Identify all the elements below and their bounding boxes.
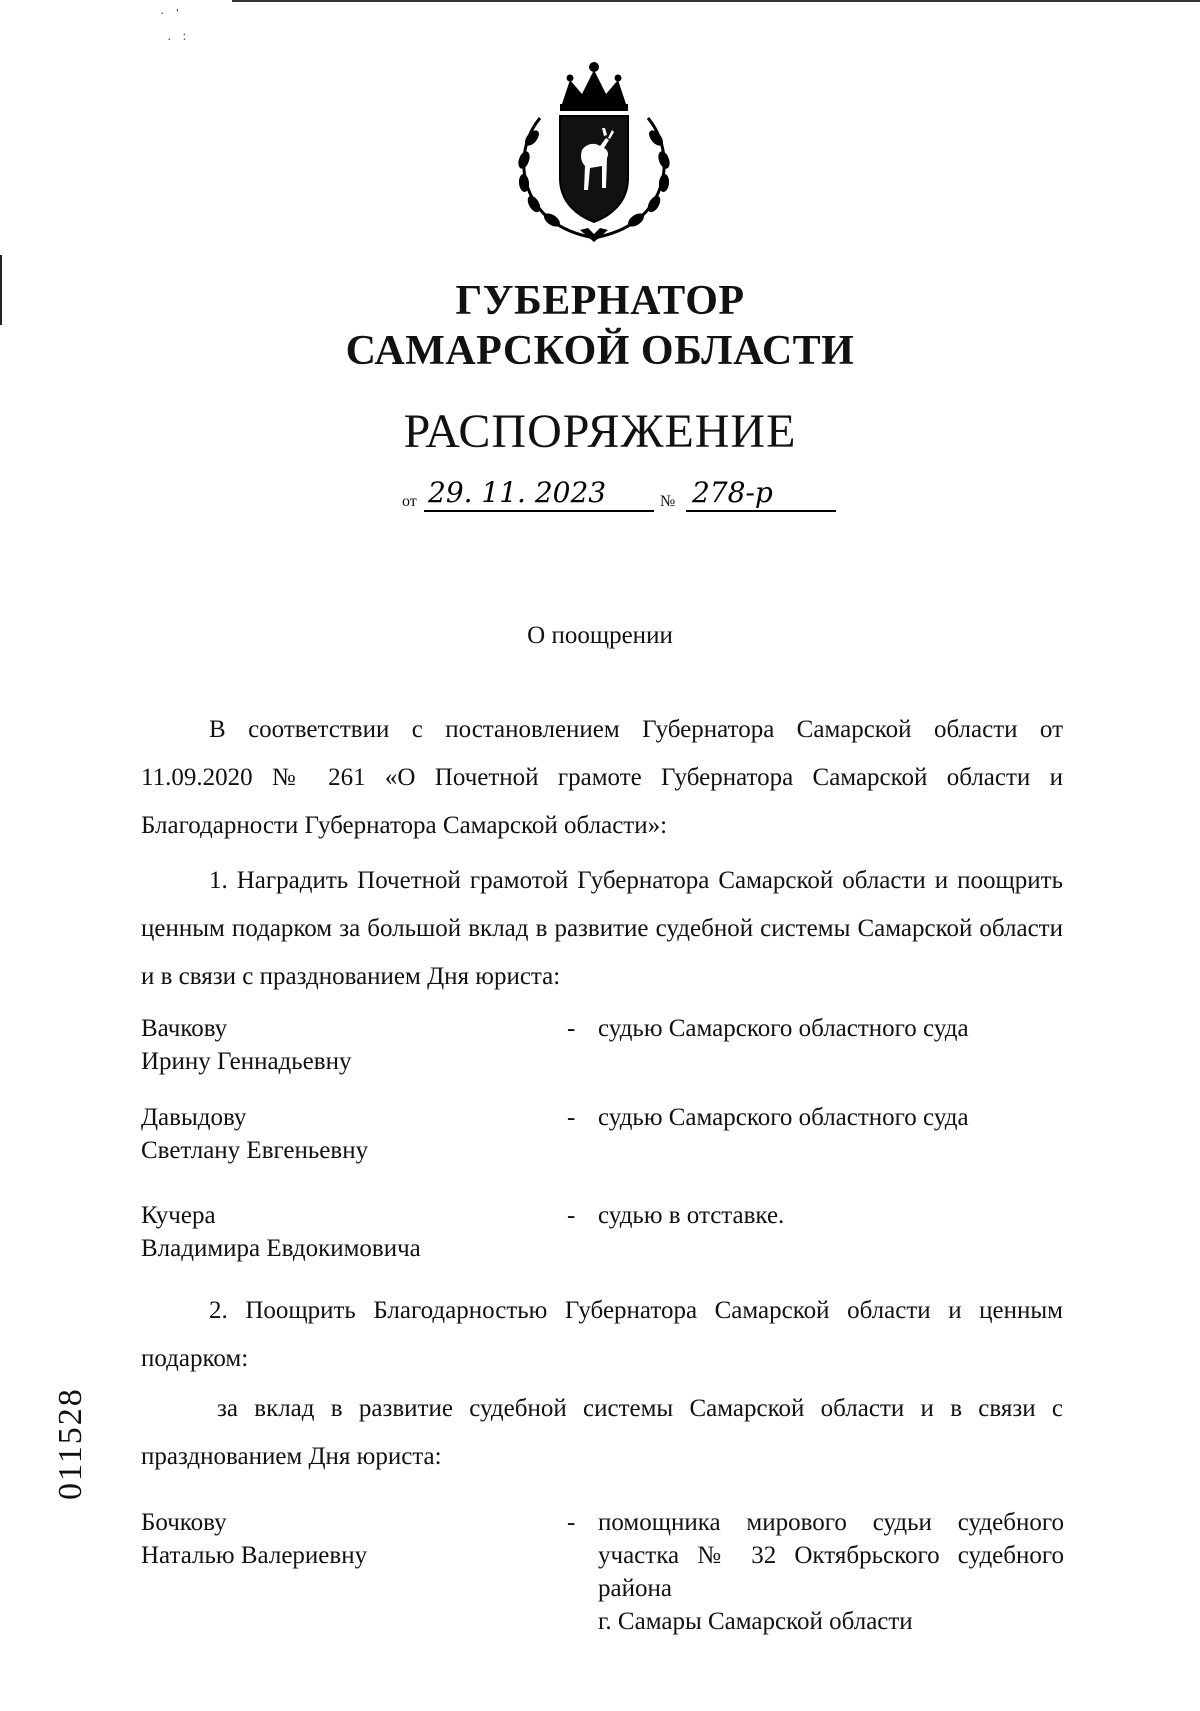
date-underline: [424, 510, 654, 512]
handwritten-date: 29. 11. 2023: [428, 476, 607, 509]
item-2-reason-paragraph: за вклад в развитие судебной системы Самарской области и в связи с празднованием Дня юриста:: [141, 1395, 1063, 1470]
date-from-label: от: [402, 493, 417, 510]
awardee-role: судью Самарского областного суда: [598, 1015, 969, 1042]
coat-of-arms-icon: [510, 58, 678, 243]
item-2-paragraph: 2. Поощрить Благодарностью Губернатора Самарской области и ценным подарком:: [141, 1297, 1063, 1372]
awardee-role: [598, 1506, 1064, 1638]
scan-specks: · ' . :: [160, 7, 191, 44]
handwritten-number: 278-р: [692, 476, 773, 509]
item-1-paragraph: 1. Наградить Почетной грамотой Губернатора Самарской области и поощрить ценным подарком за большой вклад в развитие судебной системы Самарской области и в связи с празднованием Дня юриста:: [141, 867, 1063, 990]
intro-paragraph: В соответствии с постановлением Губернатора Самарской области от 11.09.2020 № 261 «О Почетной грамоте Губернатора Самарской области и Благодарности Губернатора Самарской области»:: [141, 716, 1063, 839]
issuer-title-line1: ГУБЕРНАТОР: [455, 278, 745, 324]
number-label: №: [660, 493, 676, 510]
number-underline: [686, 510, 836, 512]
form-serial-number: 011528: [52, 1387, 89, 1500]
list-dash: -: [567, 1202, 576, 1229]
document-subject: О поощрении: [527, 622, 673, 649]
list-dash: -: [567, 1015, 576, 1042]
list-dash: -: [567, 1509, 576, 1536]
awardee-name: Давыдову Светлану Евгеньевну: [141, 1104, 369, 1164]
awardee-name: Вачкову Ирину Геннадьевну: [141, 1015, 352, 1075]
scan-edge-line: [232, 0, 1200, 2]
awardee-role: судью в отставке.: [598, 1202, 785, 1229]
issuer-title-line2: САМАРСКОЙ ОБЛАСТИ: [345, 328, 855, 374]
awardee-role: судью Самарского областного суда: [598, 1104, 969, 1131]
awardee-name: Бочкову Наталью Валериевну: [141, 1509, 368, 1569]
awardee-name: Кучера Владимира Евдокимовича: [141, 1202, 421, 1262]
awardee-role-main: помощника мирового судьи судебного участка № 32 Октябрьского судебного района: [598, 1509, 1064, 1602]
awardee-role-last-line: г. Самары Самарской области: [598, 1608, 913, 1635]
document-type: РАСПОРЯЖЕНИЕ: [403, 405, 797, 458]
list-dash: -: [567, 1104, 576, 1131]
